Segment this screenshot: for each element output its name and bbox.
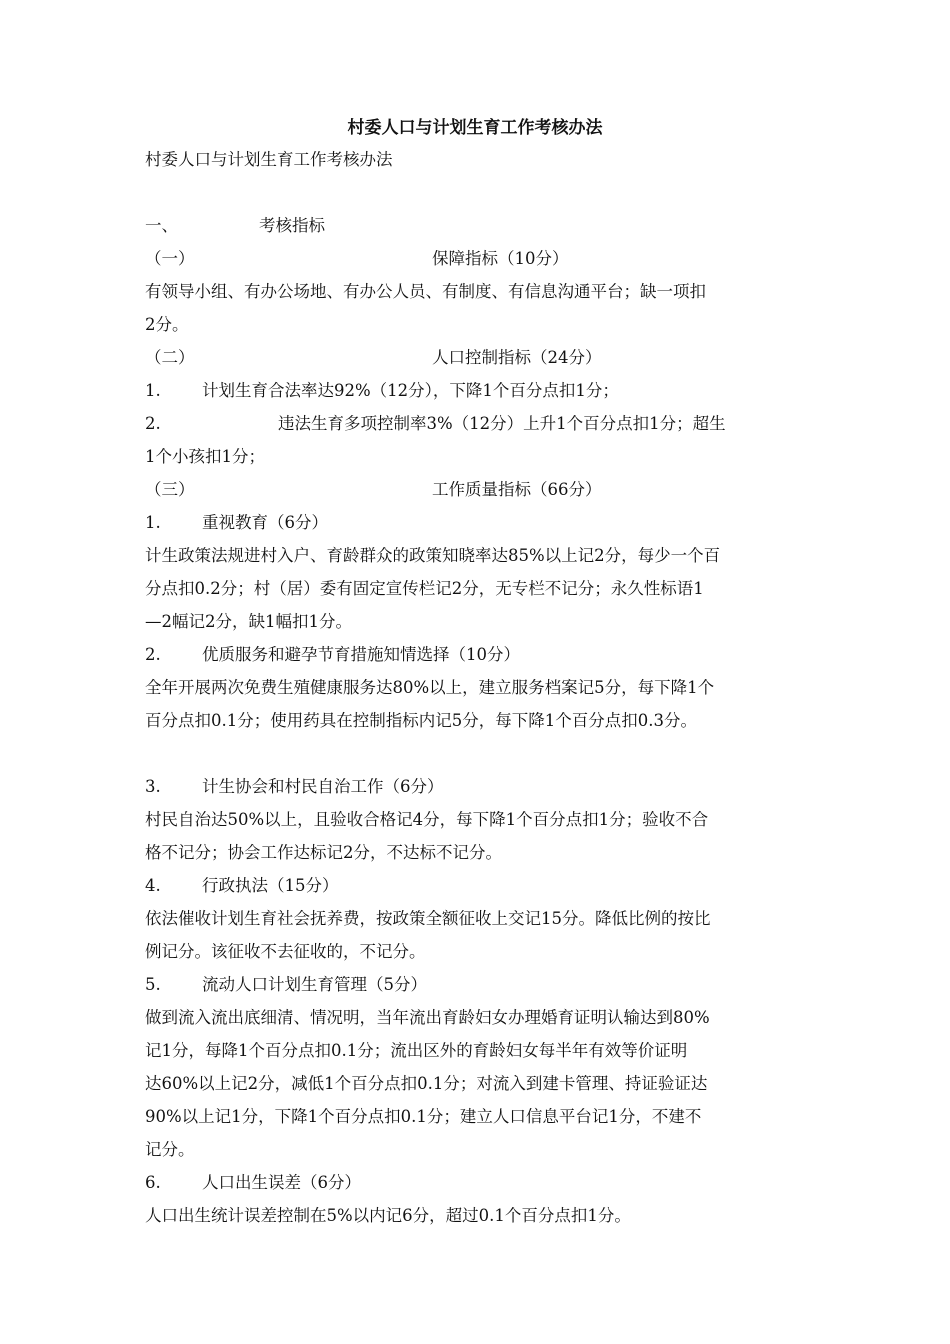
item-heading: 计生协会和村民自治工作（6分） [202, 777, 444, 796]
part1-heading: 保障指标（10分） [432, 249, 569, 268]
paragraph: 格不记分；协会工作达标记2分，不达标不记分。 [145, 843, 502, 862]
paragraph: 做到流入流出底细清、情况明，当年流出育龄妇女办理婚育证明认输达到80% [145, 1008, 710, 1027]
paragraph: 人口出生统计误差控制在5%以内记6分，超过0.1个百分点扣1分。 [145, 1206, 631, 1225]
paragraph: 2分。 [145, 315, 189, 334]
section1-heading: 考核指标 [259, 216, 325, 235]
part3-heading: 工作质量指标（66分） [432, 480, 602, 499]
item-heading: 行政执法（15分） [202, 876, 339, 895]
item-heading: 流动人口计划生育管理（5分） [202, 975, 427, 994]
item-number: 1. [145, 381, 161, 400]
paragraph: —2幅记2分，缺1幅扣1分。 [145, 612, 352, 631]
document-title: 村委人口与计划生育工作考核办法 [347, 118, 603, 138]
item-heading: 优质服务和避孕节育措施知情选择（10分） [202, 645, 520, 664]
item-number: 1. [145, 513, 161, 532]
item-number: 5. [145, 975, 161, 994]
part2-number: （二） [145, 348, 195, 367]
item-heading: 人口出生误差（6分） [202, 1173, 361, 1192]
part2-heading: 人口控制指标（24分） [432, 348, 602, 367]
paragraph: 例记分。该征收不去征收的，不记分。 [145, 942, 426, 961]
paragraph: 计生政策法规进村入户、育龄群众的政策知晓率达85%以上记2分，每少一个百 [145, 546, 721, 565]
paragraph: 全年开展两次免费生殖健康服务达80%以上，建立服务档案记5分，每下降1个 [145, 678, 715, 697]
part3-number: （三） [145, 480, 195, 499]
paragraph: 依法催收计划生育社会抚养费，按政策全额征收上交记15分。降低比例的按比 [145, 909, 711, 928]
item-number: 2. [145, 645, 161, 664]
paragraph: 记1分，每降1个百分点扣0.1分；流出区外的育龄妇女每半年有效等价证明 [145, 1041, 688, 1060]
document-subtitle: 村委人口与计划生育工作考核办法 [145, 150, 393, 169]
item-number: 4. [145, 876, 161, 895]
paragraph: 有领导小组、有办公场地、有办公人员、有制度、有信息沟通平台；缺一项扣 [145, 282, 706, 301]
part1-number: （一） [145, 249, 195, 268]
item-number: 3. [145, 777, 161, 796]
paragraph: 90%以上记1分，下降1个百分点扣0.1分；建立人口信息平台记1分，不建不 [145, 1107, 702, 1126]
paragraph: 1个小孩扣1分； [145, 447, 265, 466]
item-number: 6. [145, 1173, 161, 1192]
item-text: 违法生育多项控制率3%（12分）上升1个百分点扣1分；超生 [278, 414, 726, 433]
paragraph: 记分。 [145, 1140, 195, 1159]
item-text: 计划生育合法率达92%（12分），下降1个百分点扣1分； [202, 381, 619, 400]
paragraph: 村民自治达50%以上，且验收合格记4分，每下降1个百分点扣1分；验收不合 [145, 810, 709, 829]
paragraph: 分点扣0.2分；村（居）委有固定宣传栏记2分，无专栏不记分；永久性标语1 [145, 579, 704, 598]
section1-number: 一、 [145, 216, 178, 235]
paragraph: 达60%以上记2分，减低1个百分点扣0.1分；对流入到建卡管理、持证验证达 [145, 1074, 708, 1093]
item-number: 2. [145, 414, 161, 433]
item-heading: 重视教育（6分） [202, 513, 328, 532]
paragraph: 百分点扣0.1分；使用药具在控制指标内记5分，每下降1个百分点扣0.3分。 [145, 711, 697, 730]
